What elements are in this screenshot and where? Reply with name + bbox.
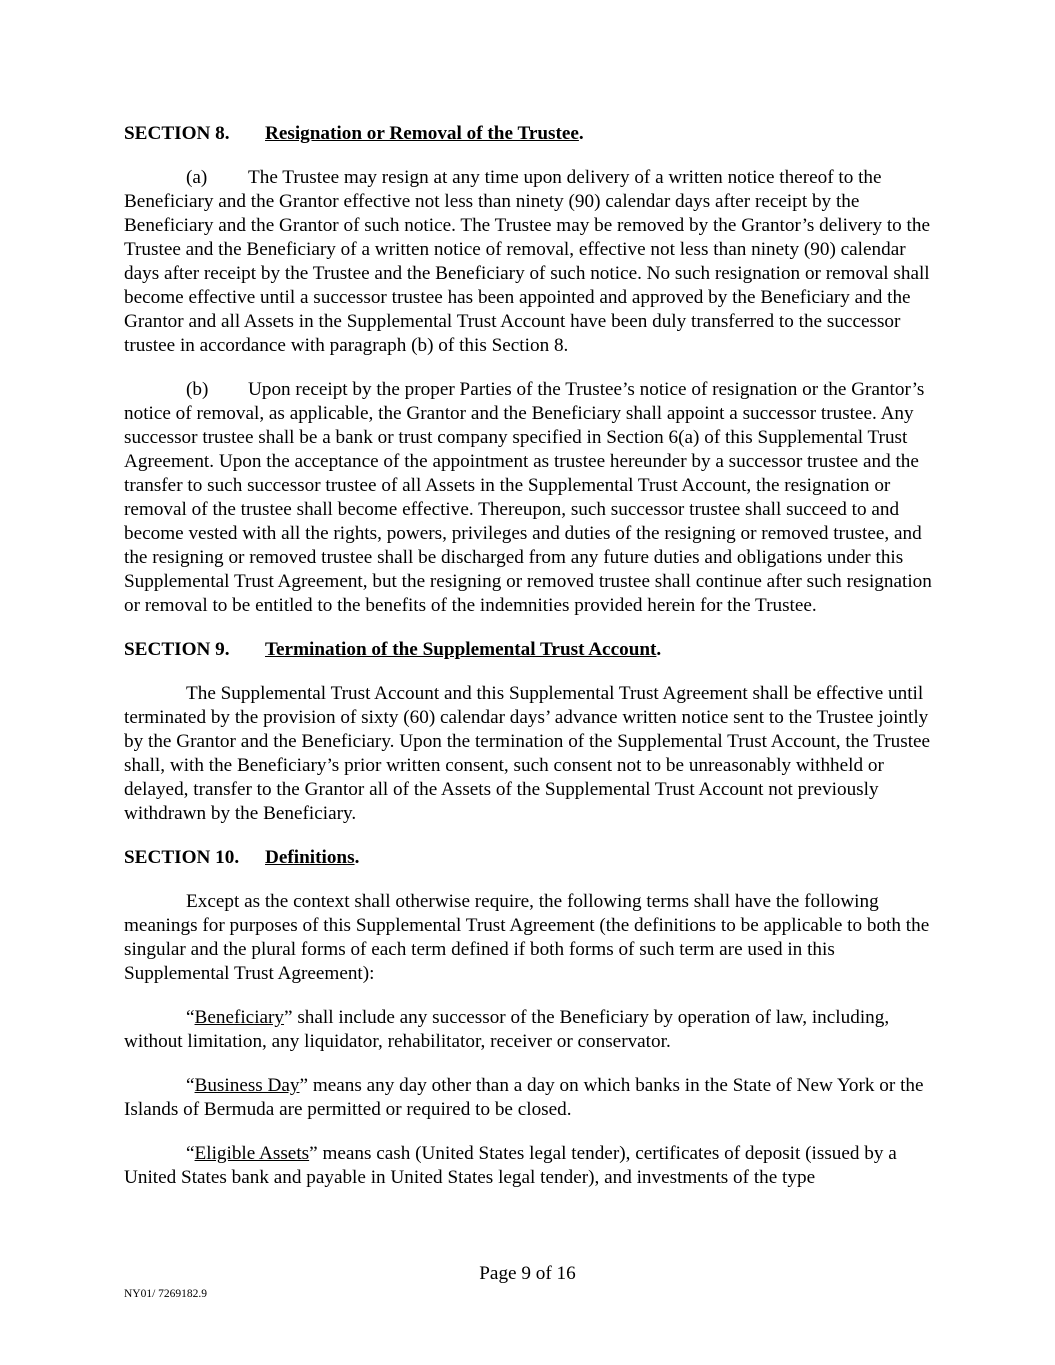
defined-term: Beneficiary bbox=[194, 1007, 285, 1028]
open-quote: “ bbox=[186, 1143, 195, 1164]
document-body bbox=[124, 122, 932, 1190]
open-quote: “ bbox=[186, 1075, 195, 1096]
section-title: Resignation or Removal of the Trustee bbox=[265, 123, 579, 144]
section-title: Termination of the Supplemental Trust Account bbox=[265, 639, 657, 660]
paragraph-text: Except as the context shall otherwise require, the following terms shall have the following meanings for purposes of this Supplemental Trust Agreement (the definitions to be applicable to both the singular and the plural forms of each term defined if both forms of such term are used in this Supplemental Trust Agreement): bbox=[124, 891, 930, 984]
defined-term: Business Day bbox=[194, 1075, 300, 1096]
section-9-heading: SECTION 9. Termination of the Supplemental Trust Account. bbox=[124, 639, 662, 660]
section-8-paragraph-b bbox=[124, 378, 932, 618]
section-9-paragraph bbox=[124, 682, 932, 826]
paragraph-marker: (a) bbox=[186, 167, 208, 188]
page-number: Page 9 of 16 bbox=[479, 1263, 576, 1284]
paragraph-text: The Trustee may resign at any time upon delivery of a written notice thereof to the Beneficiary and the Grantor effective not less than ninety (90) calendar days after receipt by the Beneficiary and the Grantor of such notice. The Trustee may be removed by the Grantor’s delivery to the Trustee and the Beneficiary of a written notice of removal, effective not less than ninety (90) calendar days after receipt by the Trustee and the Beneficiary of such notice. No such resignation or removal shall become effective until a successor trustee has been appointed and approved by the Beneficiary and the Grantor and all Assets in the Supplemental Trust Account have been duly transferred to the successor trustee in accordance with paragraph (b) of this Section 8. bbox=[124, 167, 930, 356]
section-10-intro bbox=[124, 890, 932, 986]
defined-term: Eligible Assets bbox=[194, 1143, 310, 1164]
section-8-heading: SECTION 8. Resignation or Removal of the Trustee. bbox=[124, 123, 584, 144]
open-quote: “ bbox=[186, 1007, 195, 1028]
section-8-paragraph-a bbox=[124, 166, 932, 358]
definition-business-day bbox=[124, 1074, 932, 1122]
section-number: SECTION 10. bbox=[124, 847, 240, 868]
definition-beneficiary bbox=[124, 1006, 932, 1054]
definition-eligible-assets bbox=[124, 1142, 932, 1190]
section-number: SECTION 8. bbox=[124, 123, 230, 144]
section-10-heading: SECTION 10. Definitions. bbox=[124, 847, 360, 868]
section-title: Definitions bbox=[265, 847, 355, 868]
definition-text: ” shall include any successor of the Beneficiary by operation of law, including, without limitation, any liquidator, rehabilitator, receiver or conservator. bbox=[124, 1007, 890, 1052]
paragraph-text: The Supplemental Trust Account and this Supplemental Trust Agreement shall be effective until terminated by the provision of sixty (60) calendar days’ advance written notice sent to the Trustee jointly by the Grantor and the Beneficiary. Upon the termination of the Supplemental Trust Account, the Trustee shall, with the Beneficiary’s prior written consent, such consent not to be unreasonably withheld or delayed, transfer to the Grantor all of the Assets of the Supplemental Trust Account not previously withdrawn by the Beneficiary. bbox=[124, 683, 931, 824]
document-id: NY01/ 7269182.9 bbox=[124, 1288, 208, 1300]
paragraph-marker: (b) bbox=[186, 379, 209, 400]
definition-text: ” means any day other than a day on which banks in the State of New York or the Islands of Bermuda are permitted or required to be closed. bbox=[124, 1075, 924, 1120]
section-number: SECTION 9. bbox=[124, 639, 230, 660]
paragraph-text: Upon receipt by the proper Parties of the Trustee’s notice of resignation or the Grantor’s notice of removal, as applicable, the Grantor and the Beneficiary shall appoint a successor trustee. Any successor trustee shall be a bank or trust company specified in Section 6(a) of this Supplemental Trust Agreement. Upon the acceptance of the appointment as trustee hereunder by a successor trustee and the transfer to such successor trustee of all Assets in the Supplemental Trust Account, the resignation or removal of the trustee shall become effective. Thereupon, such successor trustee shall succeed to and become vested with all the rights, powers, privileges and duties of the resigning or removed trustee, and the resigning or removed trustee shall be discharged from any future duties and obligations under this Supplemental Trust Agreement, but the resigning or removed trustee shall continue after such resignation or removal to be entitled to the benefits of the indemnities provided herein for the Trustee. bbox=[124, 379, 932, 616]
definition-text: ” means cash (United States legal tender), certificates of deposit (issued by a United States bank and payable in United States legal tender), and investments of the type bbox=[124, 1143, 897, 1188]
